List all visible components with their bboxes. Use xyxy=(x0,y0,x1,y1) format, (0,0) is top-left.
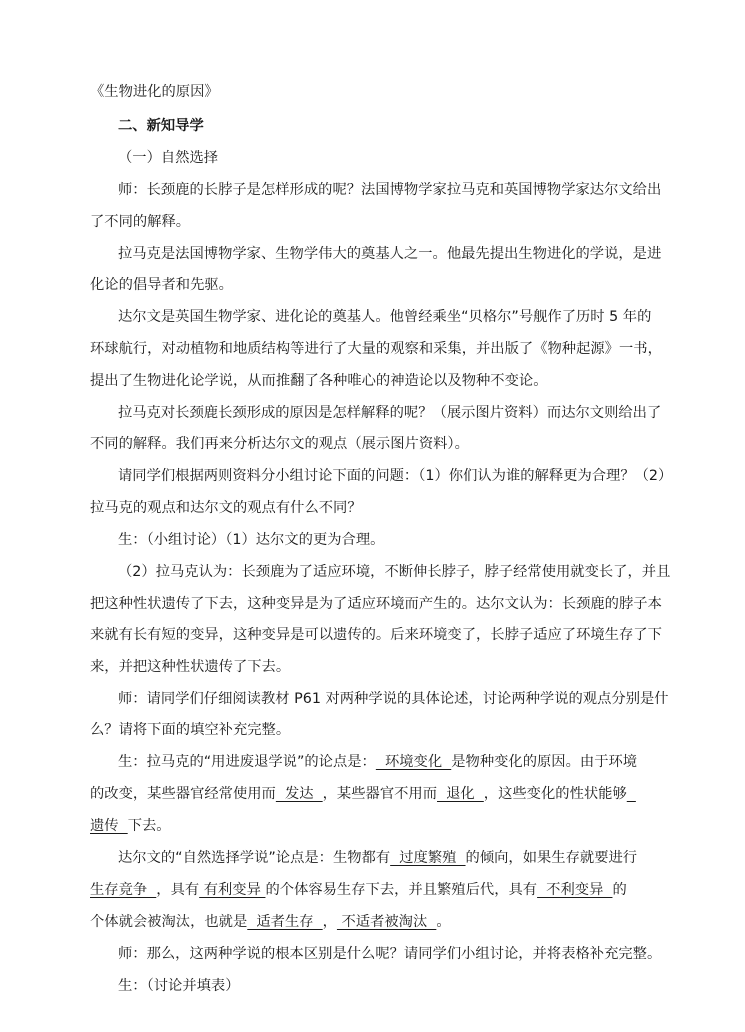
paragraph-text: 的倾向，如果生存就要进行 xyxy=(465,850,638,866)
paragraph-line: 不同的解释。我们再来分析达尔文的观点（展示图片资料）。 xyxy=(90,436,469,452)
subsection-heading: （一）自然选择 xyxy=(118,150,219,166)
paragraph-line: 师：长颈鹿的长脖子是怎样形成的呢？法国博物学家拉马克和英国博物学家达尔文给出 xyxy=(118,182,662,198)
fill-blank: 适者生存 xyxy=(247,914,323,930)
paragraph-text: 生：拉马克的“用进废退学说”的论点是： xyxy=(118,754,376,770)
fill-in-line xyxy=(118,752,637,772)
paragraph-line: 师：那么，这两种学说的根本区别是什么呢？请同学们小组讨论，并将表格补充完整。 xyxy=(118,946,662,962)
paragraph-text: ，具有 xyxy=(156,882,200,898)
fill-blank: 发达 xyxy=(275,786,323,802)
paragraph-text: 。 xyxy=(436,914,451,930)
paragraph-text: 达尔文的“自然选择学说”论点是：生物都有 xyxy=(118,850,391,866)
paragraph-text: ，这些变化的性状能够 xyxy=(483,786,627,802)
document-title: 《生物进化的原因》 xyxy=(90,84,219,100)
paragraph-line: 拉马克是法国博物学家、生物学伟大的奠基人之一。他最先提出生物进化的学说，是进 xyxy=(118,246,662,262)
paragraph-text: 的改变，某些器官经常使用而 xyxy=(90,786,276,802)
fill-blank: 不利变异 xyxy=(537,882,613,898)
fill-blank: 有利变异 xyxy=(199,882,266,898)
paragraph-line: 生：（讨论并填表） xyxy=(118,978,240,994)
fill-in-line xyxy=(118,848,637,868)
fill-in-line xyxy=(90,880,627,900)
section-heading: 二、新知导学 xyxy=(118,118,204,134)
paragraph-text: 个体就会被淘汰，也就是 xyxy=(90,914,248,930)
fill-blank: 生存竞争 xyxy=(90,882,157,898)
paragraph-text: 的个体容易生存下去，并且繁殖后代，具有 xyxy=(265,882,538,898)
paragraph-text: 的 xyxy=(612,882,627,898)
paragraph-line: 提出了生物进化论学说，从而推翻了各种唯心的神造论以及物种不变论。 xyxy=(90,373,548,389)
paragraph-line: 把这种性状遗传了下去，这种变异是为了适应环境而产生的。达尔文认为：长颈鹿的脖子本 xyxy=(90,596,662,612)
paragraph-text: 是物种变化的原因。由于环境 xyxy=(451,754,638,770)
paragraph-line: 化论的倡导者和先驱。 xyxy=(90,277,233,293)
paragraph-line: 来，并把这种性状遗传了下去。 xyxy=(90,659,291,675)
fill-in-line xyxy=(90,784,636,804)
paragraph-text: ， xyxy=(322,914,337,930)
paragraph-line: 请同学们根据两则资料分小组讨论下面的问题：（1）你们认为谁的解释更为合理？（2） xyxy=(118,468,673,484)
paragraph-line: 师：请同学们仔细阅读教材 P61 对两种学说的具体论述，讨论两种学说的观点分别是什 xyxy=(118,691,669,707)
paragraph-line: 拉马克对长颈鹿长颈形成的原因是怎样解释的呢？（展示图片资料）而达尔文则给出了 xyxy=(118,405,662,421)
fill-in-line xyxy=(90,816,171,836)
paragraph-line: 生：（小组讨论）（1）达尔文的更为合理。 xyxy=(118,532,385,548)
paragraph-line: 环球航行，对动植物和地质结构等进行了大量的观察和采集，并出版了《物种起源》一书， xyxy=(90,341,662,357)
paragraph-text: 下去。 xyxy=(127,818,171,834)
fill-in-line xyxy=(90,912,451,932)
paragraph-line: 了不同的解释。 xyxy=(90,214,191,230)
fill-blank: 退化 xyxy=(437,786,484,802)
paragraph-text: ，某些器官不用而 xyxy=(322,786,438,802)
paragraph-line: 拉马克的观点和达尔文的观点有什么不同？ xyxy=(90,500,362,516)
fill-blank: 不适者被淘汰 xyxy=(336,914,437,930)
paragraph-line: 来就有长有短的变异，这种变异是可以遗传的。后来环境变了，长脖子适应了环境生存了下 xyxy=(90,627,662,643)
fill-blank: 过度繁殖 xyxy=(390,850,466,866)
paragraph-line: （2）拉马克认为：长颈鹿为了适应环境，不断伸长脖子，脖子经常使用就变长了，并且 xyxy=(118,564,671,580)
fill-blank xyxy=(627,786,636,802)
paragraph-line: 达尔文是英国生物学家、进化论的奠基人。他曾经乘坐“贝格尔”号舰作了历时 5 年的 xyxy=(118,309,652,325)
fill-blank: 环境变化 xyxy=(375,754,452,770)
fill-blank: 遗传 xyxy=(90,818,128,834)
paragraph-line: 么？请将下面的填空补充完整。 xyxy=(90,722,291,738)
